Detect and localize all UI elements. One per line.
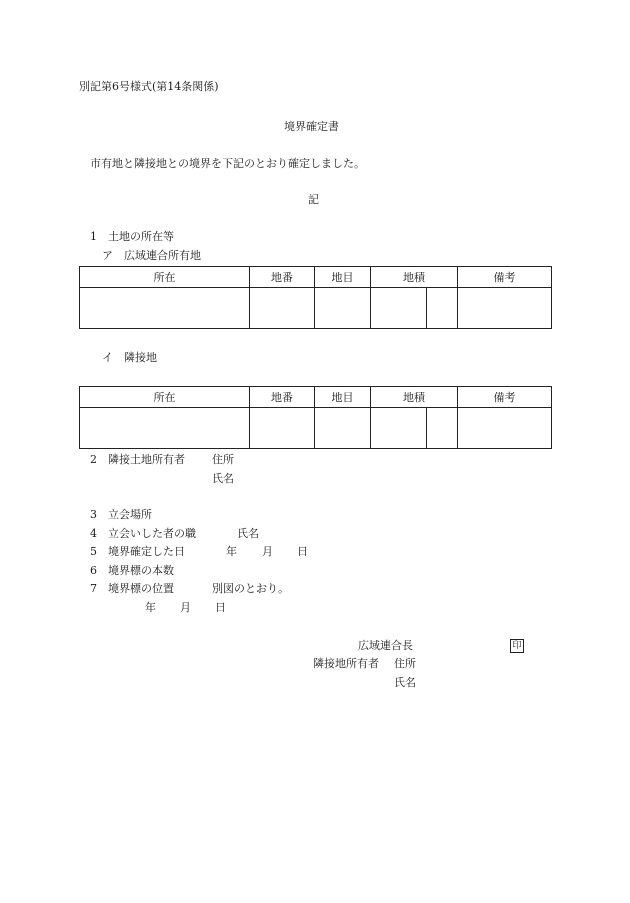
table-cell	[427, 288, 458, 329]
col-remarks: 備考	[458, 267, 552, 288]
col-remarks: 備考	[458, 387, 552, 408]
table-cell	[80, 408, 250, 449]
adjacent-land-table	[79, 386, 552, 449]
item2-label: 2 隣接土地所有者	[90, 453, 185, 466]
adjacent-owner-label: 隣接地所有者	[313, 657, 379, 670]
col-area: 地積	[371, 387, 458, 408]
table-cell	[371, 408, 427, 449]
col-lot-number: 地番	[250, 387, 315, 408]
date-year: 年	[145, 601, 156, 614]
col-lot-number: 地番	[250, 267, 315, 288]
item2-name: 氏名	[212, 472, 234, 485]
item7-value: 別図のとおり。	[212, 582, 289, 595]
union-head-label: 広域連合長	[358, 639, 413, 652]
col-location: 所在	[80, 387, 250, 408]
item6-label: 6 境界標の本数	[90, 564, 174, 577]
date-day: 日	[215, 601, 226, 614]
table-cell	[250, 408, 315, 449]
item5-label: 5 境界確定した日	[90, 545, 185, 558]
section1-heading: 1 土地の所在等	[90, 230, 174, 243]
table-cell	[427, 408, 458, 449]
intro-text: 市有地と隣接地との境界を下記のとおり確定しました。	[90, 157, 365, 170]
table-cell	[315, 408, 371, 449]
item7-label: 7 境界標の位置	[90, 582, 174, 595]
table-cell	[315, 288, 371, 329]
item4-label: 4 立会いした者の職	[90, 527, 196, 540]
form-label: 別記第6号様式(第14条関係)	[79, 80, 219, 93]
item5-month: 月	[262, 545, 273, 558]
document-title: 境界確定書	[284, 120, 339, 133]
col-area: 地積	[371, 267, 458, 288]
item4-name: 氏名	[237, 527, 259, 540]
item5-year: 年	[226, 545, 237, 558]
union-land-table	[79, 266, 552, 329]
signature-address: 住所	[394, 657, 416, 670]
union-land-label: ア 広域連合所有地	[102, 249, 201, 262]
ki-heading: 記	[308, 193, 319, 206]
item2-address: 住所	[212, 453, 234, 466]
item5-day: 日	[297, 545, 308, 558]
table-cell	[458, 288, 552, 329]
seal-box: 印	[510, 639, 524, 653]
col-land-category: 地目	[315, 267, 371, 288]
item3-label: 3 立会場所	[90, 508, 152, 521]
table-cell	[371, 288, 427, 329]
adjacent-land-label: イ 隣接地	[102, 351, 157, 364]
table-cell	[250, 288, 315, 329]
col-location: 所在	[80, 267, 250, 288]
signature-name: 氏名	[394, 676, 416, 689]
table-cell	[458, 408, 552, 449]
table-cell	[80, 288, 250, 329]
col-land-category: 地目	[315, 387, 371, 408]
date-month: 月	[180, 601, 191, 614]
